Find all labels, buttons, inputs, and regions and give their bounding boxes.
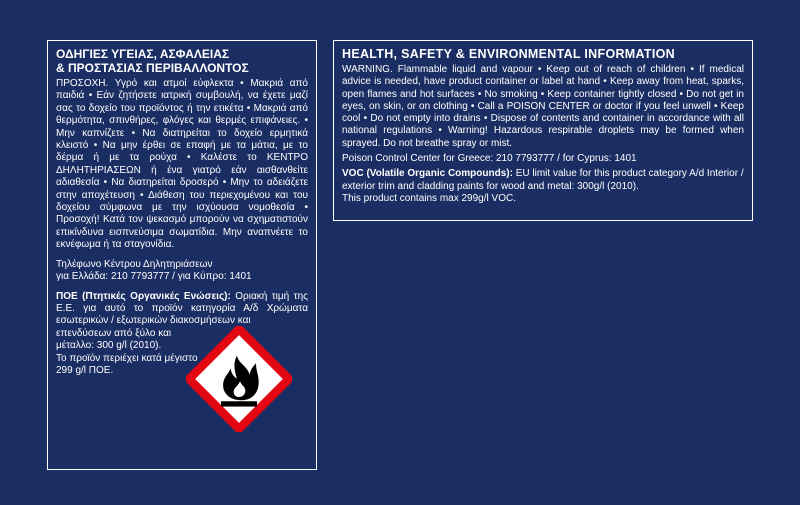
english-poison-center: Poison Control Center for Greece: 210 7793777 / for Cyprus: 1401 — [342, 153, 637, 165]
english-info-panel — [333, 40, 753, 221]
greek-poison-center — [56, 259, 308, 284]
english-voc-text: EU limit value for this product category A/d Interior / exterior trim and cladding paints for wood and metal: 300g/l (2010). — [342, 168, 744, 192]
english-voc-max: This product contains max 299g/l VOC. — [342, 192, 516, 204]
greek-voc-narrow: επενδύσεων από ξύλο και μέταλλο: 300 g/l (2010). — [56, 327, 172, 352]
english-voc-label: VOC (Volatile Organic Compounds): — [342, 168, 513, 180]
greek-voc-label: ΠΟΕ (Πτητικές Οργανικές Ενώσεις): — [56, 290, 231, 302]
greek-title-line1: ΟΔΗΓΙΕΣ ΥΓΕΙΑΣ, ΑΣΦΑΛΕΙΑΣ — [56, 47, 230, 61]
greek-title — [56, 47, 308, 75]
greek-voc — [56, 291, 308, 328]
greek-voc-text-wide: Οριακή τιμή της Ε.Ε. για αυτό το προϊόν κατηγορία Α/δ Χρώματα εσωτερικών / εξωτερικών διακοσμήσεων και — [56, 290, 308, 327]
greek-poison-line2: για Ελλάδα: 210 7793777 / για Κύπρο: 1401 — [56, 271, 252, 283]
greek-poison-line1: Τηλέφωνο Κέντρου Δηλητηριάσεων — [56, 258, 213, 270]
greek-title-line2: & ΠΡΟΣΤΑΣΙΑΣ ΠΕΡΙΒΑΛΛΟΝΤΟΣ — [56, 61, 249, 75]
english-warnings: WARNING. Flammable liquid and vapour • Keep out of reach of children • If medical advice is needed, have product container or label at hand • Keep away from heat, sparks, open flames and hot surfaces • No smoking • Keep container tightly closed • Do not get in eyes, on skin, or on clothing • Call a POISON CENTER or doctor if you feel unwell • Keep cool • Do not empty into drains • Dispose of contents and container in accordance with all national regulations • Warning! Hazardous respirable droplets may be formed when sprayed. Do not breathe spray or mist. — [342, 64, 744, 149]
english-title: HEALTH, SAFETY & ENVIRONMENTAL INFORMATION — [342, 47, 675, 61]
flame-hazard-icon — [186, 326, 292, 432]
greek-warnings: ΠΡΟΣΟΧΗ. Υγρό και ατμοί εύφλεκτα • Μακριά από παιδιά • Εάν ζητήσετε ιατρική συμβουλή, να έχετε μαζί σας το δοχείο του προϊόντος ή την ετικέτα • Μακριά από θερμότητα, σπινθήρες, φλόγες και θερμές επιφάνειες. • Μην καπνίζετε • Να διατηρείται το δοχείο ερμητικά κλειστό • Να μην έρθει σε επαφή με τα μάτια, με το δέρμα ή με τα ρούχα • Καλέστε το ΚΕΝΤΡΟ ΔΗΛΗΤΗΡΙΑΣΕΩΝ ή ένα γιατρό εάν αισθανθείτε αδιαθεσία • Να διατηρείται δροσερό • Μην το αδειάζετε στην αποχέτευση • Διάθεση του περιεχομένου και του δοχείου σύμφωνα με την ισχύουσα νομοθεσία • Προσοχή! Κατά τον ψεκασμό μπορούν να σχηματιστούν επικίνδυνα εισπνεύσιμα σωματίδια. Μην αναπνέετε το εκνέφωμα ή τα σταγονίδια. — [56, 78, 308, 251]
greek-voc-max: Το προϊόν περιέχει κατά μέγιστο 299 g/l ΠΟΕ. — [56, 352, 198, 376]
english-voc — [342, 168, 744, 205]
